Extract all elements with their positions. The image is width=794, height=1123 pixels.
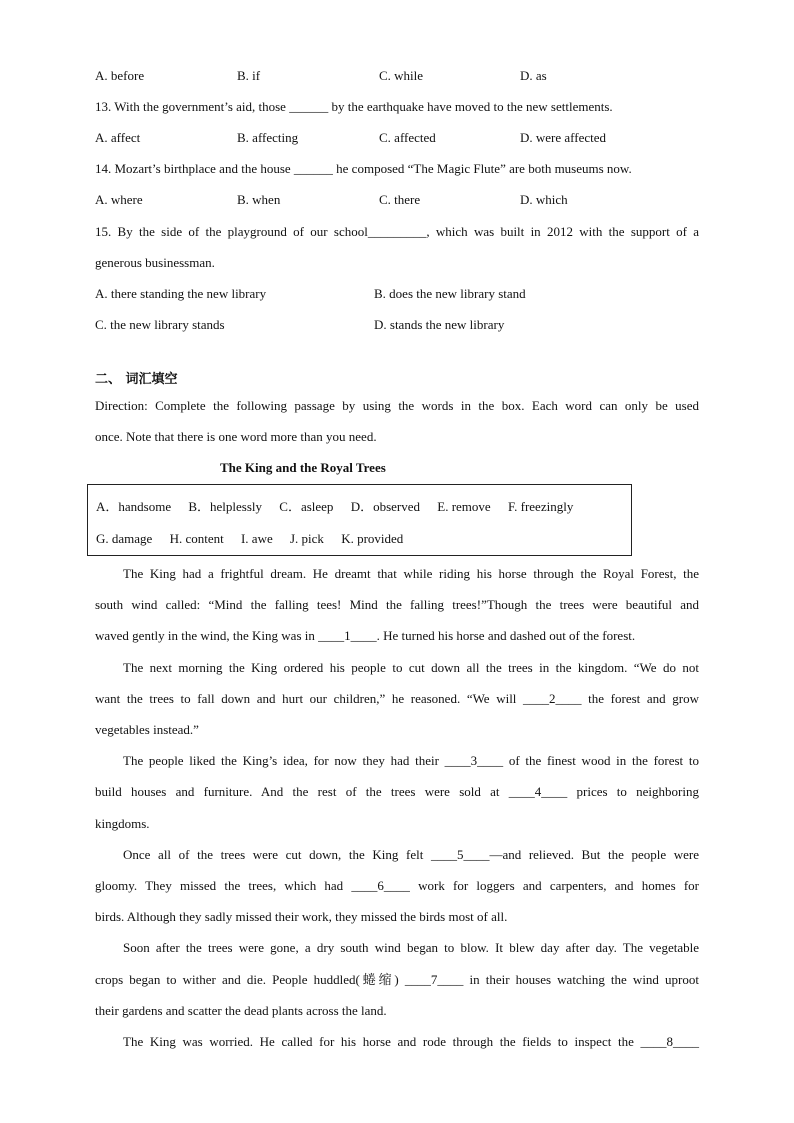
q13-option-a: A. affect	[95, 130, 141, 145]
passage-line: vegetables instead.”	[95, 722, 199, 737]
q15-option-d: D. stands the new library	[374, 317, 505, 332]
word-option: B．helplessly	[188, 499, 263, 514]
section-heading: 二、 词汇填空	[95, 372, 178, 387]
word-option: F. freezingly	[507, 499, 574, 514]
direction-line1: Direction: Complete the following passage by using the words in the box. Each word can only be used	[95, 398, 699, 413]
q15-options-row1	[95, 284, 699, 304]
passage-line: The King had a frightful dream. He dreamt that while riding his horse through the Royal Forest, the	[123, 566, 699, 581]
q12-options	[95, 66, 699, 86]
q15-options-row2	[95, 315, 699, 335]
word-option: J. pick	[289, 531, 324, 546]
passage-line: Soon after the trees were gone, a dry south wind began to blow. It blew day after day. The vegetable	[123, 940, 699, 955]
passage-line: birds. Although they sadly missed their work, they missed the birds most of all.	[95, 909, 508, 924]
passage-line: Once all of the trees were cut down, the King felt ____5____—and relieved. But the people were	[123, 847, 699, 862]
word-option: D．observed	[350, 499, 421, 514]
q14-option-c: C. there	[379, 192, 421, 207]
q14-option-b: B. when	[237, 192, 281, 207]
q12-option-c: C. while	[379, 68, 424, 83]
passage-line: crops began to wither and die. People huddled(蜷缩) ____7____ in their houses watching the wind uproot	[95, 972, 699, 987]
passage-title: The King and the Royal Trees	[220, 460, 386, 475]
passage-line: their gardens and scatter the dead plants across the land.	[95, 1003, 387, 1018]
passage-line: waved gently in the wind, the King was in ____1____. He turned his horse and dashed out of the forest.	[95, 628, 636, 643]
word-option: E. remove	[437, 499, 491, 514]
q12-option-a: A. before	[95, 68, 145, 83]
q14-option-a: A. where	[95, 192, 143, 207]
q14-question: 14. Mozart’s birthplace and the house ______ he composed “The Magic Flute” are both museums now.	[95, 161, 632, 176]
q15-option-b: B. does the new library stand	[374, 286, 526, 301]
passage-line: south wind called: “Mind the falling tees! Mind the falling trees!”Though the trees were beautiful and	[95, 597, 699, 612]
passage-line: build houses and furniture. And the rest of the trees were sold at ____4____ prices to neighboring	[95, 784, 699, 799]
word-option: H. content	[169, 531, 224, 546]
word-option: I. awe	[240, 531, 273, 546]
q13-option-d: D. were affected	[520, 130, 607, 145]
word-box-row2	[96, 529, 417, 549]
passage-line: The people liked the King’s idea, for now they had their ____3____ of the finest wood in the forest to	[123, 753, 699, 768]
q15-question-line1: 15. By the side of the playground of our school_________, which was built in 2012 with the support of a	[95, 224, 699, 239]
q15-option-c: C. the new library stands	[95, 317, 225, 332]
passage-line: kingdoms.	[95, 816, 150, 831]
word-option: K. provided	[341, 531, 404, 546]
q13-option-b: B. affecting	[237, 130, 299, 145]
word-option: G. damage	[96, 531, 153, 546]
q14-option-d: D. which	[520, 192, 568, 207]
q14-options	[95, 190, 699, 210]
passage-line: gloomy. They missed the trees, which had ____6____ work for loggers and carpenters, and homes for	[95, 878, 699, 893]
passage-line: The next morning the King ordered his people to cut down all the trees in the kingdom. “We do not	[123, 660, 699, 675]
q15-option-a: A. there standing the new library	[95, 286, 267, 301]
word-box	[87, 484, 632, 556]
word-box-row1	[96, 497, 587, 517]
word-option: C．asleep	[279, 499, 334, 514]
q12-option-d: D. as	[520, 68, 547, 83]
passage-line: The King was worried. He called for his horse and rode through the fields to inspect the ____8____	[123, 1034, 699, 1049]
q15-question-line2: generous businessman.	[95, 255, 215, 270]
q13-question: 13. With the government’s aid, those ______ by the earthquake have moved to the new settlements.	[95, 99, 613, 114]
q13-option-c: C. affected	[379, 130, 436, 145]
direction-line2: once. Note that there is one word more than you need.	[95, 429, 377, 444]
passage-line: want the trees to fall down and hurt our children,” he reasoned. “We will ____2____ the forest and grow	[95, 691, 699, 706]
q13-options	[95, 128, 699, 148]
word-option: A．handsome	[96, 499, 172, 514]
q12-option-b: B. if	[237, 68, 261, 83]
